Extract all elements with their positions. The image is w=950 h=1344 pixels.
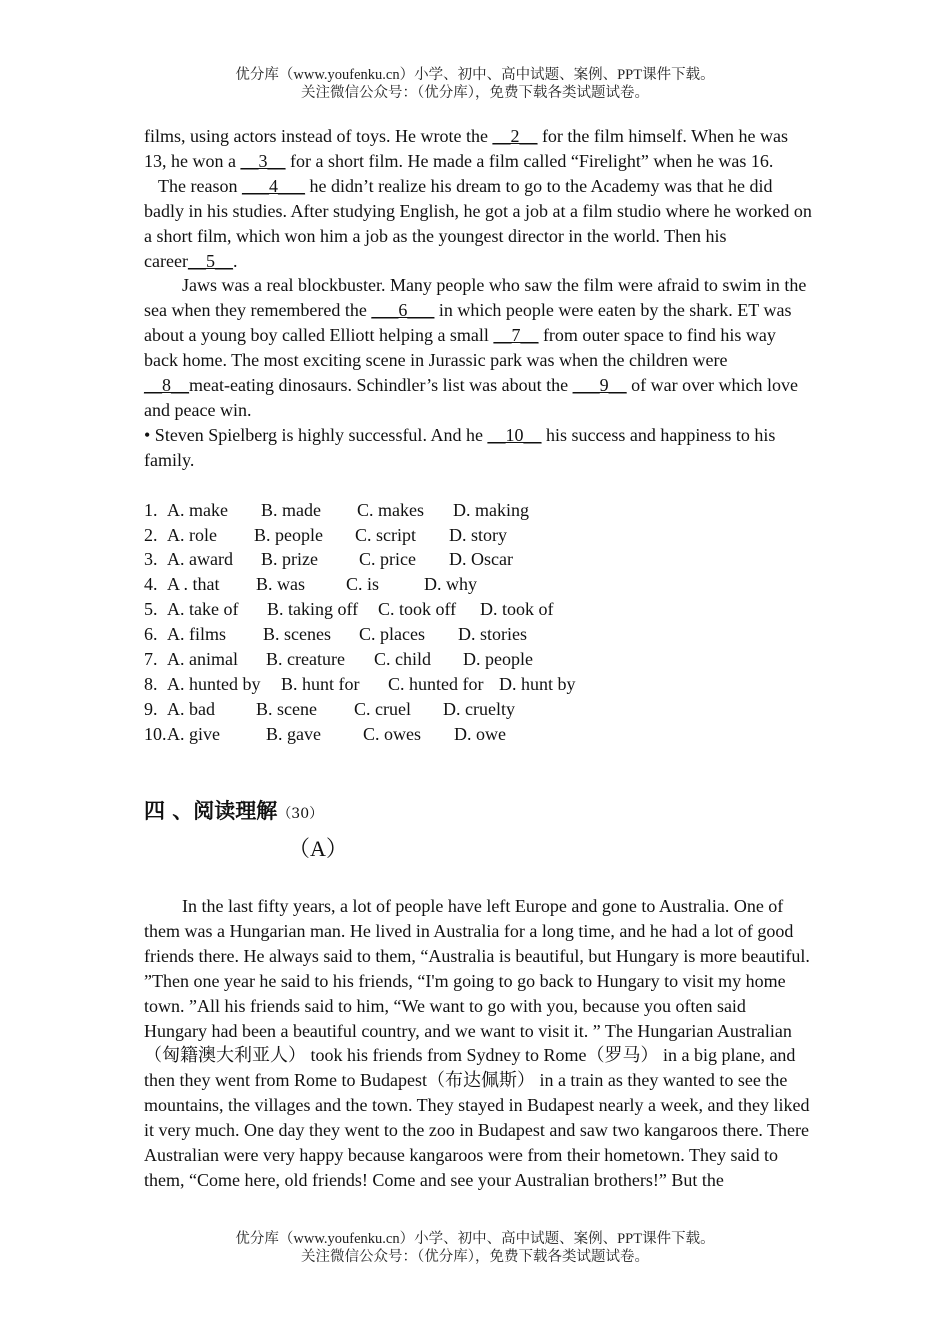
text: in which people were eaten by the shark. ET was about a young boy called Elliott helping a small: [144, 300, 792, 346]
option-a: A . that: [167, 574, 220, 595]
option-b: B. prize: [261, 549, 318, 570]
option-c: C. cruel: [354, 698, 411, 719]
section-score: （30）: [277, 806, 324, 822]
cloze-paragraph-1: [144, 124, 812, 174]
option-row: [144, 523, 812, 548]
question-number: 10.: [144, 723, 167, 744]
blank-9: ___9__: [572, 375, 627, 396]
page-header: [0, 66, 950, 102]
option-b: B. creature: [266, 649, 345, 670]
footer-line-1: 优分库（www.youfenku.cn）小学、初中、高中试题、案例、PPT课件下载。: [235, 1231, 715, 1247]
options-list: [144, 498, 812, 747]
option-b: B. taking off: [267, 599, 359, 620]
cloze-paragraph-2: [144, 174, 812, 274]
header-line-2: 关注微信公众号：（优分库），免费下载各类试题试卷。: [301, 85, 649, 101]
option-b: B. people: [254, 524, 323, 545]
option-d: D. Oscar: [449, 549, 513, 570]
text: .: [232, 250, 238, 271]
blank-7: __7__: [493, 325, 539, 346]
option-a: A. make: [167, 499, 228, 520]
option-d: D. hunt by: [499, 673, 576, 694]
cloze-paragraph-4: [144, 423, 812, 473]
option-d: D. why: [424, 574, 477, 595]
text: meat-eating dinosaurs. Schindler’s list was about the: [189, 375, 573, 396]
option-a: A. role: [167, 524, 217, 545]
text: The reason: [158, 175, 242, 196]
part-label: （A）: [288, 836, 348, 861]
option-a: A. give: [167, 723, 220, 744]
option-b: B. scenes: [263, 624, 331, 645]
option-row: [144, 647, 812, 672]
question-number: 5.: [144, 599, 158, 620]
blank-10: __10__: [487, 424, 542, 445]
text: for a short film. He made a film called “Firelight” when he was 16.: [285, 150, 774, 171]
option-c: C. took off: [378, 599, 457, 620]
option-a: A. award: [167, 549, 233, 570]
blank-4: ___4___: [241, 175, 305, 196]
section-heading: [144, 795, 323, 825]
text: • Steven Spielberg is highly successful. And he: [144, 424, 488, 445]
question-number: 7.: [144, 649, 158, 670]
text: his success and happiness to his family.: [144, 424, 776, 470]
option-a: A. animal: [167, 649, 238, 670]
option-d: D. making: [453, 499, 529, 520]
reading-passage-a: [144, 894, 812, 1193]
blank-5: __5__: [187, 250, 233, 271]
cloze-paragraph-3: [144, 273, 812, 422]
blank-8: __8__: [144, 375, 189, 396]
option-row: [144, 547, 812, 572]
question-number: 2.: [144, 524, 158, 545]
question-number: 3.: [144, 549, 158, 570]
option-d: D. owe: [454, 723, 506, 744]
option-a: A. hunted by: [167, 673, 261, 694]
option-c: C. price: [359, 549, 416, 570]
text: Jaws was a real blockbuster. Many people who saw the film were afraid to swim in the sea when they remembered the: [144, 275, 807, 321]
option-d: D. stories: [458, 624, 527, 645]
option-row: [144, 622, 812, 647]
option-a: A. bad: [167, 698, 215, 719]
option-c: C. script: [355, 524, 416, 545]
option-d: D. story: [449, 524, 507, 545]
question-number: 9.: [144, 698, 158, 719]
option-c: C. places: [359, 624, 425, 645]
option-b: B. hunt for: [281, 673, 360, 694]
text: he didn’t realize his dream to go to the Academy was that he did badly in his studies. After studying English, he got a job at a film studio where he worked on a short film, which won him a job as the youngest director in the world. Then his career: [144, 175, 812, 271]
option-c: C. is: [346, 574, 380, 595]
option-d: D. cruelty: [443, 698, 515, 719]
option-b: B. made: [261, 499, 321, 520]
spacer: [144, 473, 812, 498]
question-number: 4.: [144, 574, 158, 595]
option-d: D. people: [463, 649, 533, 670]
passage-paragraph: In the last fifty years, a lot of people have left Europe and gone to Australia. One of them was a Hungarian man. He lived in Australia for a long time, and he had a lot of good friends there. He always said to them, “Australia is beautiful, but Hungary is more beautiful. ”Then one year he said to his friends, “I'm going to go back to Hungary to visit my home town. ”All his friends said to him, “We want to go with you, because you often said Hungary had been a beautiful country, and we want to visit it. ” The Hungarian Australian（匈籍澳大利亚人） took his friends from Sydney to Rome（罗马） in a big plane, and then they went from Rome to Budapest（布达佩斯） in a train as they wanted to see the mountains, the villages and the town. They stayed in Budapest nearly a week, and they liked it very much. One day they went to the zoo in Budapest and saw two kangaroos there. There Australian were very happy because kangaroos were from their hometown. They said to them, “Come here, old friends! Come and see your Australian brothers!” But the: [144, 896, 810, 1190]
text: of war over which love and peace win.: [144, 375, 799, 420]
option-b: B. scene: [256, 698, 317, 719]
option-a: A. films: [167, 624, 227, 645]
option-d: D. took of: [480, 599, 554, 620]
option-b: B. was: [256, 574, 305, 595]
header-line-1: 优分库（www.youfenku.cn）小学、初中、高中试题、案例、PPT课件下载。: [235, 67, 715, 83]
option-c: C. makes: [357, 499, 424, 520]
question-number: 1.: [144, 499, 158, 520]
text: for the film himself. When he was 13, he won a: [144, 126, 789, 171]
option-row: [144, 722, 812, 747]
cloze-section: [144, 124, 812, 747]
blank-6: ___6___: [371, 300, 435, 321]
page-footer: [0, 1230, 950, 1266]
question-number: 6.: [144, 624, 158, 645]
option-c: C. owes: [363, 723, 421, 744]
question-number: 8.: [144, 673, 158, 694]
option-b: B. gave: [266, 723, 321, 744]
section-title: 四 、阅读理解: [144, 799, 278, 823]
option-row: [144, 672, 812, 697]
option-c: C. hunted for: [388, 673, 484, 694]
text: films, using actors instead of toys. He wrote the: [144, 126, 493, 146]
footer-line-2: 关注微信公众号：（优分库），免费下载各类试题试卷。: [301, 1249, 649, 1265]
option-a: A. take of: [167, 599, 239, 620]
option-row: [144, 597, 812, 622]
blank-3: __3__: [240, 150, 286, 171]
option-row: [144, 498, 812, 523]
blank-2: __2__: [492, 126, 538, 146]
text: from outer space to find his way back home. The most exciting scene in Jurassic park was when the children were: [144, 325, 776, 371]
option-row: [144, 572, 812, 597]
option-c: C. child: [374, 649, 431, 670]
option-row: [144, 697, 812, 722]
